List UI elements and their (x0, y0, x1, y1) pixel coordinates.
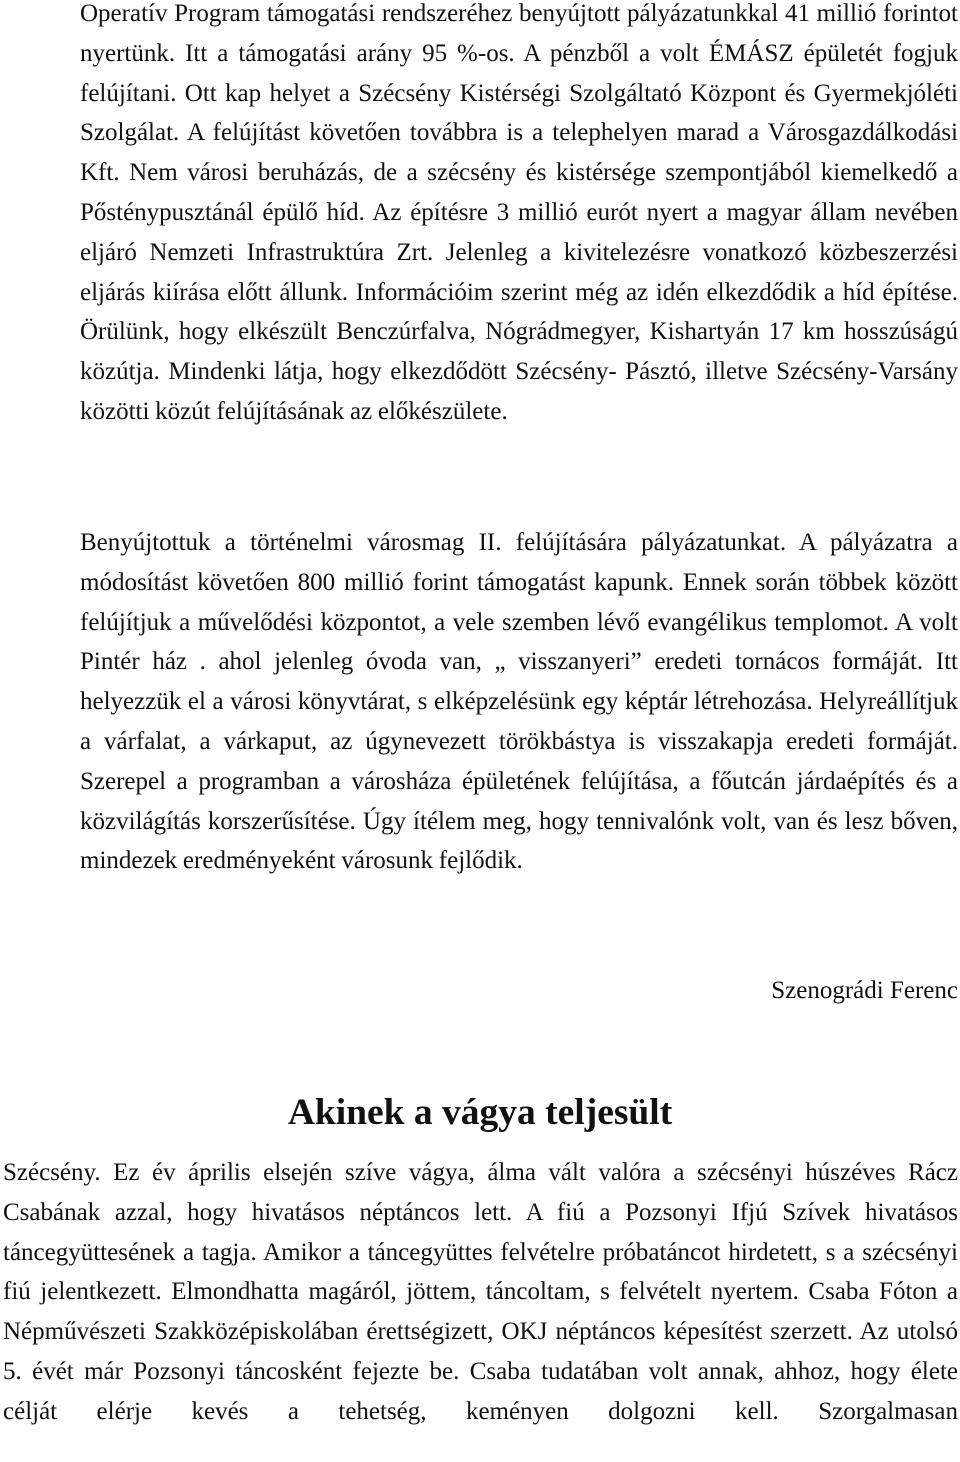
article2-paragraph1: Szécsény. Ez év április elsején szíve vágya, álma vált valóra a szécsényi húszéves Rácz Csabának azzal, hogy hivatásos néptáncos lett. A fiú a Pozsonyi Ifjú Szívek hivatásos táncegyüttesének a tagja. Amikor a táncegyüttes felvételre próbatáncot hirdetett, s a szécsényi fiú jelentkezett. Elmondhatta magáról, jöttem, táncoltam, s felvételt nyertem. Csaba Fóton a Népművészeti Szakközépiskolában érettségizett, OKJ néptáncos képesítést szerzett. Az utolsó 5. évét már Pozsonyi táncosként fejezte be. Csaba tudatában volt annak, ahhoz, hogy élete célját elérje kevés a tehetség, keményen dolgozni kell. Szorgalmasan (3, 1159, 958, 1425)
article1-paragraph1: Operatív Program támogatási rendszeréhez benyújtott pályázatunkkal 41 millió forintot nyertünk. Itt a támogatási arány 95 %-os. A pénzből a volt ÉMÁSZ épületét fogjuk felújítani. Ott kap helyet a Szécsény Kistérségi Szolgáltató Központ és Gyermekjóléti Szolgálat. A felújítást követően továbbra is a telephelyen marad a Városgazdálkodási Kft. Nem városi beruházás, de a szécsény és kistérsége szempontjából kiemelkedő a Pősténypusztánál épülő híd. Az építésre 3 millió eurót nyert a magyar állam nevében eljáró Nemzeti Infrastruktúra Zrt. Jelenleg a kivitelezésre vonatkozó közbeszerzési eljárás kiírása előtt állunk. Információim szerint még az idén elkezdődik a híd építése. Örülünk, hogy elkészült Benczúrfalva, Nógrádmegyer, Kishartyán 17 km hosszúságú közútja. Mindenki látja, hogy elkezdődött Szécsény- Pásztó, illetve Szécsény-Varsány közötti közút felújításának az előkészülete. (80, 0, 958, 425)
article1-paragraph2: Benyújtottuk a történelmi városmag II. felújítására pályázatunkat. A pályázatra a módosítást követően 800 millió forint támogatást kapunk. Ennek során többek között felújítjuk a művelődési központot, a vele szemben lévő evangélikus templomot. A volt Pintér ház . ahol jelenleg óvoda van, „ visszanyeri” eredeti tornácos formáját. Itt helyezzük el a városi könyvtárat, s elképzelésünk egy képtár létrehozása. Helyreállítjuk a várfalat, a várkaput, az úgynevezett törökbástya is visszakapja eredeti formáját. Szerepel a programban a városháza épületének felújítása, a főutcán járdaépítés és a közvilágítás korszerűsítése. Úgy ítélem meg, hogy tennivalónk volt, van és lesz bőven, mindezek eredményeként városunk fejlődik. (80, 529, 958, 875)
article2-title: Akinek a vágya teljesült (287, 1092, 673, 1133)
author-signature: Szenográdi Ferenc (771, 977, 958, 1004)
